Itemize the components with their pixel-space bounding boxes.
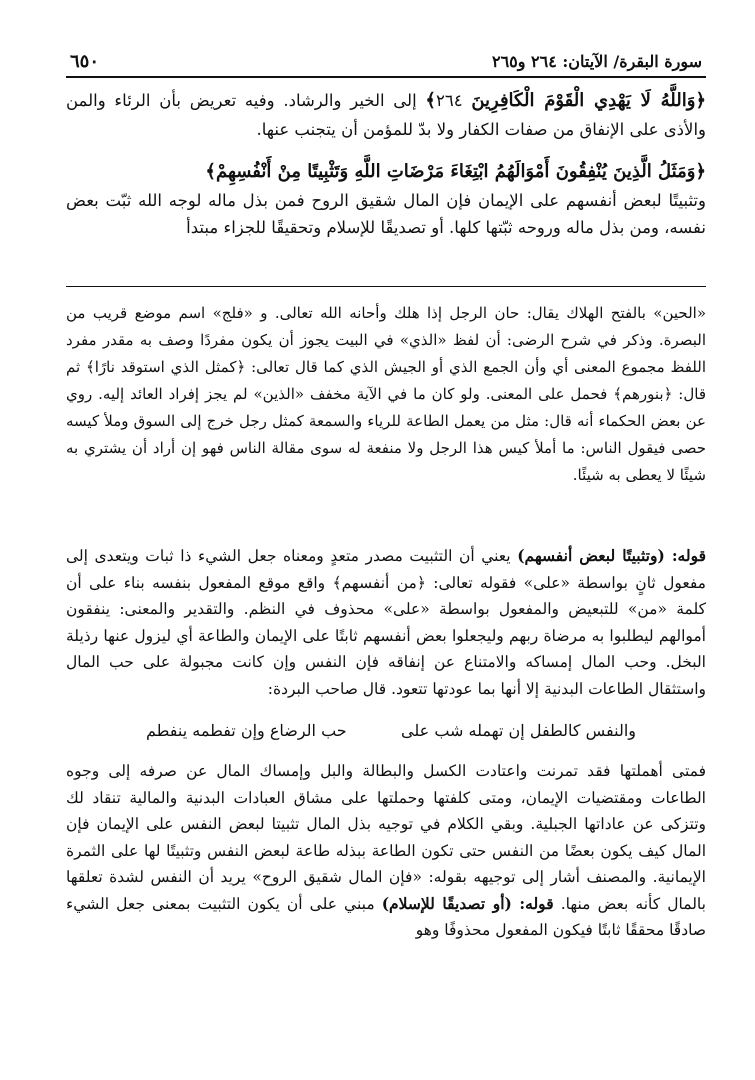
quran-verse-265: ﴿وَمَثَلُ الَّذِينَ يُنْفِقُونَ أَمْوَالَهُمُ ابْتِغَاءَ مَرْضَاتِ اللَّهِ وَتَثْبِيتًا مِنْ أَنْفُسِهِمْ﴾ — [205, 161, 706, 182]
tafsir-text-1: إلى الخير والرشاد. وفيه تعريض بأن الرئاء والمن والأذى على الإنفاق من صفات الكفار ولا بدّ للمؤمن أن يتجنب عنها. — [66, 91, 706, 139]
footnote-section — [66, 300, 706, 489]
commentary-paragraph-1 — [66, 543, 706, 702]
commentary-section — [66, 543, 706, 944]
quran-verse-264: ﴿وَاللَّهُ لَا يَهْدِي الْقَوْمَ الْكَافِرِينَ — [471, 90, 706, 111]
commentary-text-2: فمتى أهملتها فقد تمرنت واعتادت الكسل والبطالة والبل وإمساك المال عن صرفه إلى وجوه الطاعات ومقتضيات الإيمان، ومتى كلفتها وحملتها على مشاق العبادات البدنية والمالية تنقاد لك وتتزكى عن عاداتها الجبلية. وبقي الكلام في توجيه بذل المال تثبيتا لبعض النفس على الإيمان فإن المال كيف يكون بعضًا من النفس حتى تكون الطاعة ببذله طاعة لبعض النفس وتثبيتًا لها على الثمرة الإيمانية. والمصنف أشار إلى توجيهه بقوله: «فإن المال شقيق الروح» يريد أن النفس لشدة تعلقها بالمال كأنه بعض منها. — [66, 762, 706, 913]
commentary-text-1: يعني أن التثبيت مصدر متعدٍ ومعناه جعل الشيء ذا ثبات ويتعدى إلى مفعول ثانٍ بواسطة «على» فقوله تعالى: ﴿من أنفسهم﴾ واقع موقع المفعول بنفسه بناء على أن كلمة «من» للتبعيض والمفعول بواسطة «على» محذوف في النظم. والتقدير والمعنى: ينفقون أموالهم ليطلبوا به مرضاة ربهم وليجعلوا بعض أنفسهم ثابتًا على الإيمان والطاعة أي ليزول عنها رذيلة البخل. وحب المال إمساكه والامتناع عن إنفاقه فإن النفس وإن كانت مجبولة على حب المال واستثقال الطاعات البدنية إلا أنها بما عودتها تتعود. قال صاحب البردة: — [66, 547, 706, 698]
section-divider — [66, 286, 706, 287]
verse-first-hemistich: والنفس كالطفل إن تهمله شب على — [401, 721, 636, 740]
commentary-text-3: مبني على أن يكون التثبيت بمعنى جعل الشيء صادقًا محققًا ثابتًا فيكون المفعول محذوفًا وهو — [66, 894, 706, 939]
tafsir-text-2: وتثبيتًا لبعض أنفسهم على الإيمان فإن المال شقيق الروح فمن بذل ماله لوجه الله ثبّت بعض نفسه، ومن بذل ماله وروحه ثبّتها كلها. أو تصديقًا للإسلام وتحقيقًا للجزاء مبتدأ — [66, 191, 706, 237]
header-title: سورة البقرة/ الآيتان: ٢٦٤ و٢٦٥ — [491, 51, 702, 71]
page-header — [66, 46, 706, 78]
footnote-text: «الحين» بالفتح الهلاك يقال: حان الرجل إذا هلك وأحانه الله تعالى. و «فلج» اسم موضع قريب من البصرة. وذكر في شرح الرضى: أن لفظ «الذي» في البيت يجوز أن يكون مفردًا وصف به مقدر مفرد اللفظ مجموع المعنى أي وأن الجمع الذي أو الجيش الذي كما قال تعالى: ﴿كمثل الذي استوقد نارًا﴾ ثم قال: ﴿بنورهم﴾ فحمل على المعنى. ولو كان ما في الآية مخفف «الذين» لم يجز إفراد العائد إليه. روي عن بعض الحكماء أنه قال: مثل من يعمل الطاعة للرياء والسمعة كمثل رجل خرج إلى السوق وملأ كيسه حصى فيقول الناس: ما أملأ كيس هذا الرجل ولا منفعة له سوى مقالة الناس فهو إن أراد أن يشتري به شيئًا لا يعطى به شيئًا. — [66, 304, 706, 484]
main-paragraph-1 — [66, 86, 706, 143]
poetry-verse — [66, 702, 706, 758]
commentary-paragraph-2 — [66, 758, 706, 944]
commentary-label-2: قوله: (أو تصديقًا للإسلام) — [381, 893, 554, 913]
main-text — [66, 86, 706, 241]
page-number: ٦٥٠ — [70, 50, 100, 72]
commentary-label: قوله: (وتثبيتًا لبعض أنفسهم) — [517, 546, 706, 565]
ayah-number-264: ٢٦٤ — [435, 91, 463, 110]
verse-close-bracket: ﴾ — [425, 90, 436, 111]
verse-second-hemistich: حب الرضاع وإن تفطمه ينفطم — [146, 721, 347, 740]
